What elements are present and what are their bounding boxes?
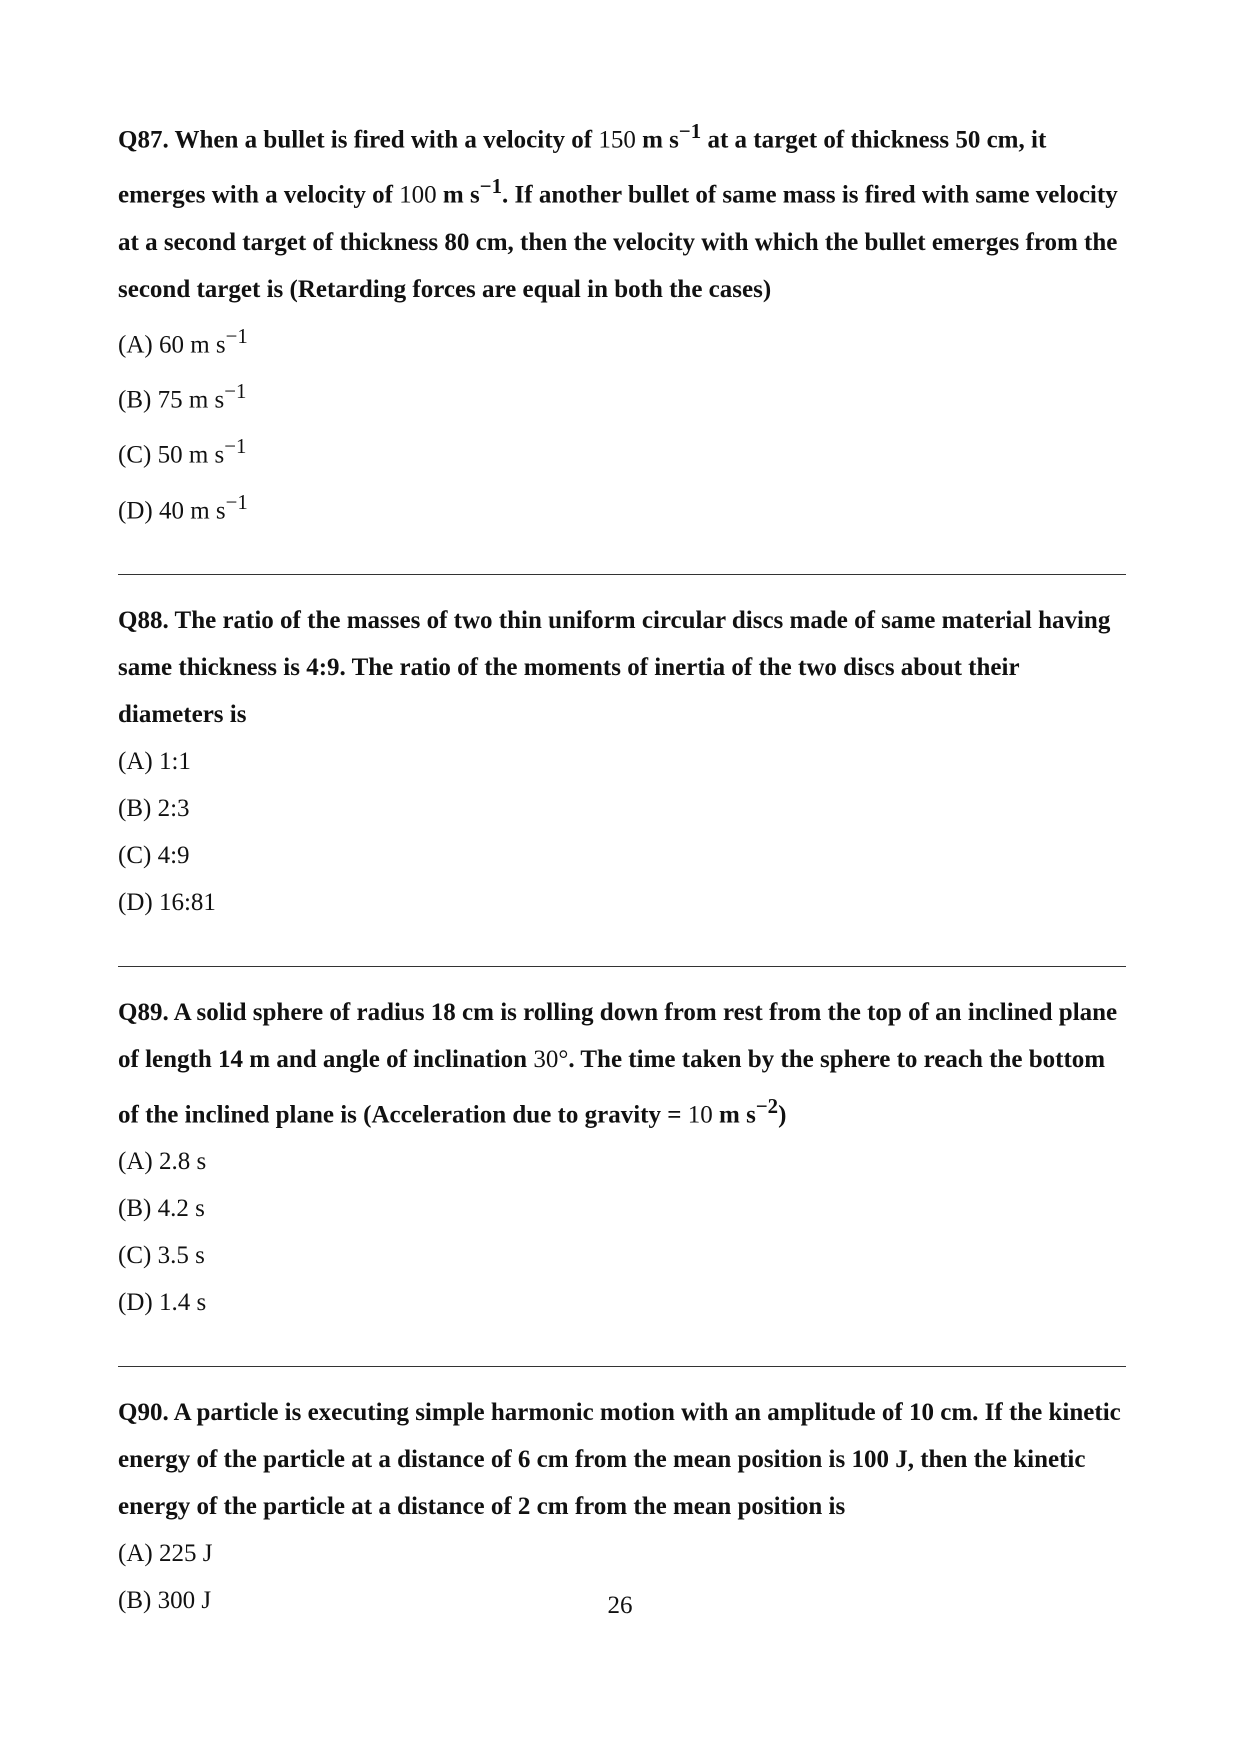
- question-number: Q89.: [118, 998, 169, 1026]
- question-89: [118, 989, 1126, 1326]
- question-stem: Q87. When a bullet is fired with a velocity of 150 m $s^{-1}$ at a target of thickness 50 cm, it emerges with a velocity of 100 m $s^{-1}$. If another bullet of same mass is fired with same velocity at a second target of thickness 80 cm, then the velocity with which the bullet emerges from the second target is (Retarding forces are equal in both the cases): [118, 119, 1118, 303]
- option-a[interactable]: (A) 2.8 s: [118, 1148, 207, 1176]
- question-number: Q87.: [118, 126, 169, 154]
- divider: [118, 574, 1126, 575]
- question-number: Q90.: [118, 1399, 169, 1427]
- page-number: 26: [607, 1592, 633, 1619]
- option-a[interactable]: (A) 60 m $s^{-1}$: [118, 323, 248, 358]
- divider: [118, 966, 1126, 967]
- question-stem: Q88. The ratio of the masses of two thin uniform circular discs made of same material having same thickness is 4:9. The ratio of the moments of inertia of the two discs about their diameters is: [118, 606, 1111, 728]
- option-a[interactable]: (A) 1:1: [118, 747, 191, 775]
- options-list: [118, 313, 1126, 534]
- question-number: Q88.: [118, 606, 169, 634]
- divider: [118, 1366, 1126, 1367]
- option-a[interactable]: (A) 225 J: [118, 1540, 213, 1568]
- option-c[interactable]: (C) 50 m $s^{-1}$: [118, 434, 247, 469]
- option-c[interactable]: (C) 4:9: [118, 841, 190, 869]
- option-b[interactable]: (B) 300 J: [118, 1587, 212, 1615]
- option-d[interactable]: (D) 1.4 s: [118, 1289, 207, 1317]
- option-d[interactable]: (D) 40 m $s^{-1}$: [118, 489, 248, 524]
- question-87: [118, 108, 1126, 534]
- question-stem: Q89. A solid sphere of radius 18 cm is rolling down from rest from the top of an inclined plane of length 14 m and angle of inclination 30°. The time taken by the sphere to reach the bottom of the inclined plane is (Acceleration due to gravity = 10 m $s^{-2}$): [118, 998, 1118, 1129]
- option-b[interactable]: (B) 75 m $s^{-1}$: [118, 378, 247, 414]
- question-88: [118, 597, 1126, 926]
- option-d[interactable]: (D) 16:81: [118, 888, 216, 916]
- options-list: [118, 1138, 1126, 1326]
- option-c[interactable]: (C) 3.5 s: [118, 1242, 205, 1270]
- question-page: [118, 108, 1126, 1624]
- option-b[interactable]: (B) 2:3: [118, 794, 190, 822]
- question-stem: Q90. A particle is executing simple harmonic motion with an amplitude of 10 cm. If the kinetic energy of the particle at a distance of 6 cm from the mean position is 100 J, then the kinetic energy of the particle at a distance of 2 cm from the mean position is: [118, 1399, 1121, 1521]
- question-90: [118, 1389, 1126, 1624]
- option-b[interactable]: (B) 4.2 s: [118, 1195, 205, 1223]
- options-list: [118, 738, 1126, 926]
